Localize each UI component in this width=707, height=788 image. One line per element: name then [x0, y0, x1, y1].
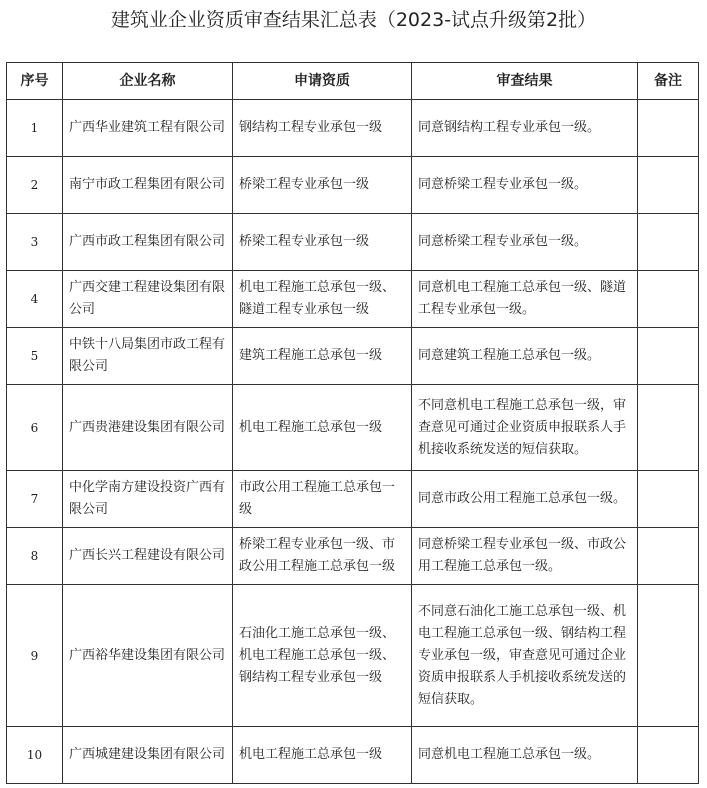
company-name: 广西交建工程建设集团有限公司 — [63, 271, 233, 328]
remarks — [638, 471, 699, 528]
page-title: 建筑业企业资质审查结果汇总表（2023-试点升级第2批） — [110, 9, 597, 31]
remarks — [638, 271, 699, 328]
remarks — [638, 157, 699, 214]
header-review-result: 审查结果 — [412, 63, 638, 100]
row-number: 6 — [7, 385, 63, 471]
review-result: 同意桥梁工程专业承包一级、市政公用工程施工总承包一级。 — [412, 528, 638, 585]
row-number: 5 — [7, 328, 63, 385]
company-name: 广西市政工程集团有限公司 — [63, 214, 233, 271]
applied-qualification: 机电工程施工总承包一级 — [233, 385, 412, 471]
remarks — [638, 100, 699, 157]
company-name: 广西贵港建设集团有限公司 — [63, 385, 233, 471]
table-row — [7, 585, 699, 727]
remarks — [638, 585, 699, 727]
table-row — [7, 271, 699, 328]
applied-qualification: 桥梁工程专业承包一级 — [233, 157, 412, 214]
company-name: 广西华业建筑工程有限公司 — [63, 100, 233, 157]
table-row — [7, 528, 699, 585]
table-row — [7, 328, 699, 385]
remarks — [638, 385, 699, 471]
review-result: 同意钢结构工程专业承包一级。 — [412, 100, 638, 157]
header-serial-number: 序号 — [7, 63, 63, 100]
review-result: 同意机电工程施工总承包一级、隧道工程专业承包一级。 — [412, 271, 638, 328]
header-remarks: 备注 — [638, 63, 699, 100]
applied-qualification: 桥梁工程专业承包一级 — [233, 214, 412, 271]
review-result: 同意桥梁工程专业承包一级。 — [412, 214, 638, 271]
company-name: 中化学南方建设投资广西有限公司 — [63, 471, 233, 528]
review-result: 同意机电工程施工总承包一级。 — [412, 727, 638, 784]
review-result: 同意建筑工程施工总承包一级。 — [412, 328, 638, 385]
header-applied-qualification: 申请资质 — [233, 63, 412, 100]
company-name: 南宁市政工程集团有限公司 — [63, 157, 233, 214]
table-row — [7, 385, 699, 471]
table-row — [7, 727, 699, 784]
company-name: 广西裕华建设集团有限公司 — [63, 585, 233, 727]
remarks — [638, 727, 699, 784]
company-name: 中铁十八局集团市政工程有限公司 — [63, 328, 233, 385]
review-result: 不同意石油化工施工总承包一级、机电工程施工总承包一级、钢结构工程专业承包一级，审查意见可通过企业资质申报联系人手机接收系统发送的短信获取。 — [412, 585, 638, 727]
applied-qualification: 石油化工施工总承包一级、机电工程施工总承包一级、钢结构工程专业承包一级 — [233, 585, 412, 727]
applied-qualification: 机电工程施工总承包一级、隧道工程专业承包一级 — [233, 271, 412, 328]
table-row — [7, 471, 699, 528]
row-number: 1 — [7, 100, 63, 157]
review-results-table — [6, 62, 699, 784]
table-row — [7, 214, 699, 271]
review-result: 同意市政公用工程施工总承包一级。 — [412, 471, 638, 528]
header-company-name: 企业名称 — [63, 63, 233, 100]
applied-qualification: 建筑工程施工总承包一级 — [233, 328, 412, 385]
applied-qualification: 桥梁工程专业承包一级、市政公用工程施工总承包一级 — [233, 528, 412, 585]
row-number: 10 — [7, 727, 63, 784]
company-name: 广西长兴工程建设有限公司 — [63, 528, 233, 585]
remarks — [638, 528, 699, 585]
row-number: 8 — [7, 528, 63, 585]
row-number: 3 — [7, 214, 63, 271]
table-row — [7, 157, 699, 214]
applied-qualification: 钢结构工程专业承包一级 — [233, 100, 412, 157]
remarks — [638, 328, 699, 385]
table-row — [7, 100, 699, 157]
row-number: 9 — [7, 585, 63, 727]
table-header-row — [7, 63, 699, 100]
applied-qualification: 机电工程施工总承包一级 — [233, 727, 412, 784]
review-result: 不同意机电工程施工总承包一级，审查意见可通过企业资质申报联系人手机接收系统发送的短信获取。 — [412, 385, 638, 471]
row-number: 2 — [7, 157, 63, 214]
remarks — [638, 214, 699, 271]
company-name: 广西城建建设集团有限公司 — [63, 727, 233, 784]
review-result: 同意桥梁工程专业承包一级。 — [412, 157, 638, 214]
row-number: 7 — [7, 471, 63, 528]
applied-qualification: 市政公用工程施工总承包一级 — [233, 471, 412, 528]
row-number: 4 — [7, 271, 63, 328]
